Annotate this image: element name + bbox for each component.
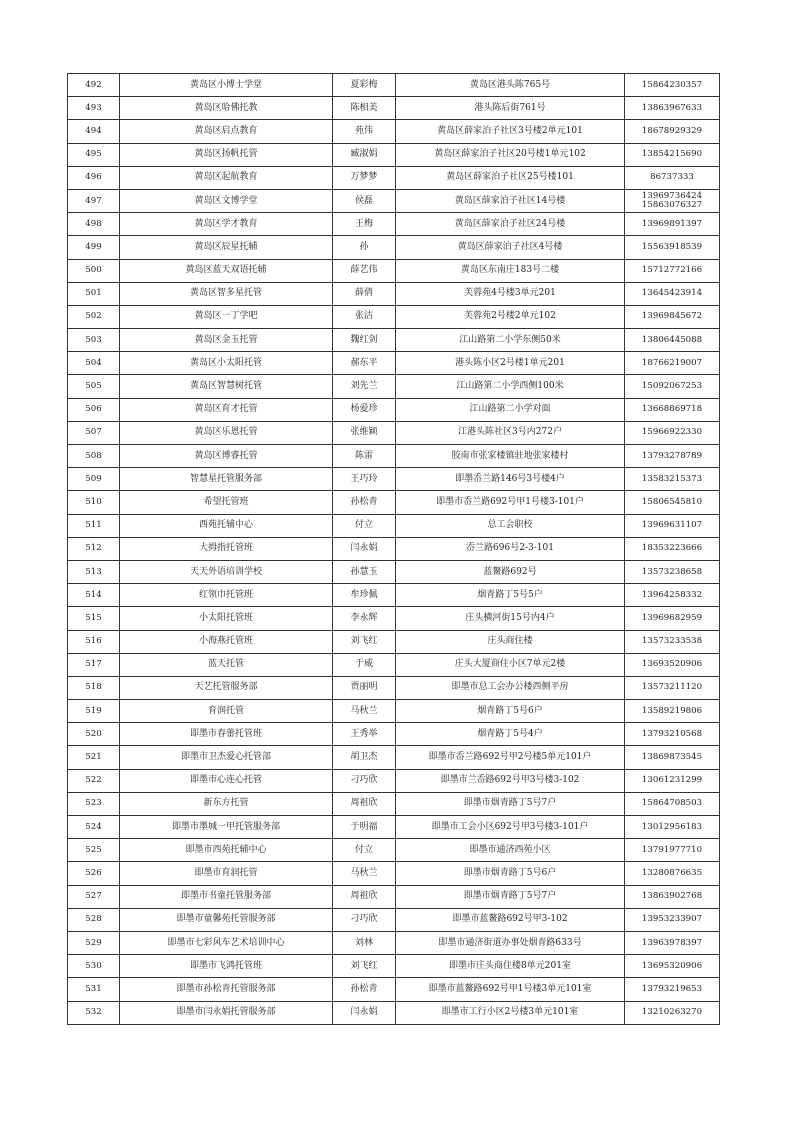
phone-number: 15863076327 bbox=[641, 200, 703, 211]
institution-name-cell: 即墨市墨城一甲托管服务部 bbox=[120, 816, 333, 839]
row-number-cell: 519 bbox=[68, 700, 120, 723]
phone-cell bbox=[625, 97, 720, 120]
phone-number: 18678929329 bbox=[641, 125, 703, 136]
contact-person-cell: 孙 bbox=[333, 236, 396, 259]
phone-number: 15563918539 bbox=[641, 241, 703, 252]
row-number-cell: 514 bbox=[68, 584, 120, 607]
phone-number: 15864230357 bbox=[641, 79, 703, 90]
institution-name-cell: 天天外语培训学校 bbox=[120, 560, 333, 583]
table-row bbox=[68, 398, 720, 421]
phone-number: 13280876635 bbox=[641, 867, 703, 878]
row-number-cell: 520 bbox=[68, 723, 120, 746]
institution-name-cell: 黄岛区小博士学堂 bbox=[120, 74, 333, 97]
contact-person-cell: 苑伟 bbox=[333, 120, 396, 143]
contact-person-cell: 魏红剑 bbox=[333, 329, 396, 352]
contact-person-cell: 周祖欣 bbox=[333, 792, 396, 815]
institution-name-cell: 即墨市七彩风车艺术培训中心 bbox=[120, 931, 333, 954]
phone-cell bbox=[625, 676, 720, 699]
phone-cell bbox=[625, 259, 720, 282]
contact-person-cell: 付立 bbox=[333, 514, 396, 537]
row-number-cell: 500 bbox=[68, 259, 120, 282]
phone-cell bbox=[625, 630, 720, 653]
phone-cell bbox=[625, 700, 720, 723]
table-row bbox=[68, 143, 720, 166]
phone-cell bbox=[625, 166, 720, 189]
address-cell: 即墨市通济街道办事处烟青路633号 bbox=[396, 931, 625, 954]
contact-person-cell: 马秋兰 bbox=[333, 700, 396, 723]
phone-cell bbox=[625, 120, 720, 143]
institution-name-cell: 黄岛区育才托管 bbox=[120, 398, 333, 421]
address-cell: 蓝鳌路692号 bbox=[396, 560, 625, 583]
table-row bbox=[68, 236, 720, 259]
table-row bbox=[68, 491, 720, 514]
table-row bbox=[68, 305, 720, 328]
phone-cell bbox=[625, 862, 720, 885]
table-row bbox=[68, 908, 720, 931]
phone-number: 18766219007 bbox=[641, 357, 703, 368]
address-cell: 即墨市烟青路丁5号7户 bbox=[396, 792, 625, 815]
phone-number: 86737333 bbox=[650, 172, 694, 183]
address-cell: 江山路第二小学西侧100米 bbox=[396, 375, 625, 398]
phone-number: 13573233538 bbox=[641, 636, 703, 647]
address-cell: 黄岛区港头陈765号 bbox=[396, 74, 625, 97]
table-row bbox=[68, 816, 720, 839]
contact-person-cell: 万梦梦 bbox=[333, 166, 396, 189]
row-number-cell: 496 bbox=[68, 166, 120, 189]
institution-name-cell: 大拇指托管班 bbox=[120, 537, 333, 560]
row-number-cell: 528 bbox=[68, 908, 120, 931]
table-row bbox=[68, 769, 720, 792]
phone-number: 13573238658 bbox=[641, 566, 703, 577]
institution-name-cell: 即墨市孙松青托管服务部 bbox=[120, 978, 333, 1001]
institution-name-cell: 即墨市心连心托管 bbox=[120, 769, 333, 792]
phone-number: 15806545810 bbox=[641, 496, 703, 507]
address-cell: 烟青路丁5号4户 bbox=[396, 723, 625, 746]
table-row bbox=[68, 259, 720, 282]
phone-number: 13806445088 bbox=[641, 334, 703, 345]
institution-name-cell: 黄岛区金玉托管 bbox=[120, 329, 333, 352]
table-row bbox=[68, 329, 720, 352]
contact-person-cell: 王秀举 bbox=[333, 723, 396, 746]
contact-person-cell: 周祖欣 bbox=[333, 885, 396, 908]
phone-number: 13969631107 bbox=[641, 520, 703, 531]
address-cell: 港头陈小区2号楼1单元201 bbox=[396, 352, 625, 375]
contact-person-cell: 夏彩梅 bbox=[333, 74, 396, 97]
phone-cell bbox=[625, 305, 720, 328]
phone-cell bbox=[625, 1001, 720, 1024]
phone-cell bbox=[625, 792, 720, 815]
contact-person-cell: 孙松青 bbox=[333, 978, 396, 1001]
phone-number: 13210263270 bbox=[641, 1007, 703, 1018]
contact-person-cell: 侯磊 bbox=[333, 189, 396, 212]
phone-cell bbox=[625, 537, 720, 560]
table-row bbox=[68, 421, 720, 444]
table-row bbox=[68, 584, 720, 607]
table-row bbox=[68, 607, 720, 630]
address-cell: 港头陈后街761号 bbox=[396, 97, 625, 120]
row-number-cell: 497 bbox=[68, 189, 120, 212]
institution-name-cell: 天艺托管服务部 bbox=[120, 676, 333, 699]
address-cell: 即墨市总工会办公楼西侧平房 bbox=[396, 676, 625, 699]
phone-cell bbox=[625, 931, 720, 954]
row-number-cell: 525 bbox=[68, 839, 120, 862]
address-cell: 江港头陈社区3号内272户 bbox=[396, 421, 625, 444]
contact-person-cell: 于威 bbox=[333, 653, 396, 676]
row-number-cell: 527 bbox=[68, 885, 120, 908]
contact-person-cell: 刘林 bbox=[333, 931, 396, 954]
institution-name-cell: 黄岛区文博学堂 bbox=[120, 189, 333, 212]
institution-name-cell: 即墨市童馨苑托管服务部 bbox=[120, 908, 333, 931]
address-cell: 岙兰路696号2-3-101 bbox=[396, 537, 625, 560]
row-number-cell: 523 bbox=[68, 792, 120, 815]
contact-person-cell: 郝东平 bbox=[333, 352, 396, 375]
row-number-cell: 506 bbox=[68, 398, 120, 421]
address-cell: 黄岛区薛家泊子社区4号楼 bbox=[396, 236, 625, 259]
row-number-cell: 532 bbox=[68, 1001, 120, 1024]
institution-name-cell: 智慧星托管服务部 bbox=[120, 468, 333, 491]
address-cell: 黄岛区薛家泊子社区24号楼 bbox=[396, 213, 625, 236]
row-number-cell: 503 bbox=[68, 329, 120, 352]
address-cell: 即墨市工会小区692号甲3号楼3-101户 bbox=[396, 816, 625, 839]
institution-name-cell: 小太阳托管班 bbox=[120, 607, 333, 630]
address-cell: 庄头横河街15号内4户 bbox=[396, 607, 625, 630]
contact-person-cell: 闫永娟 bbox=[333, 537, 396, 560]
institution-name-cell: 即墨市闫永娟托管服务部 bbox=[120, 1001, 333, 1024]
contact-person-cell: 李永辉 bbox=[333, 607, 396, 630]
institution-name-cell: 即墨市卫杰爱心托管部 bbox=[120, 746, 333, 769]
row-number-cell: 517 bbox=[68, 653, 120, 676]
table-row bbox=[68, 282, 720, 305]
row-number-cell: 530 bbox=[68, 955, 120, 978]
row-number-cell: 492 bbox=[68, 74, 120, 97]
phone-cell bbox=[625, 723, 720, 746]
phone-cell bbox=[625, 769, 720, 792]
contact-person-cell: 孙松青 bbox=[333, 491, 396, 514]
table-row bbox=[68, 120, 720, 143]
row-number-cell: 501 bbox=[68, 282, 120, 305]
contact-person-cell: 刁巧欣 bbox=[333, 908, 396, 931]
phone-number: 13869873545 bbox=[641, 752, 703, 763]
institution-name-cell: 黄岛区扬帆托管 bbox=[120, 143, 333, 166]
institution-name-cell: 黄岛区辰星托辅 bbox=[120, 236, 333, 259]
phone-cell bbox=[625, 282, 720, 305]
row-number-cell: 515 bbox=[68, 607, 120, 630]
row-number-cell: 521 bbox=[68, 746, 120, 769]
row-number-cell: 498 bbox=[68, 213, 120, 236]
institution-name-cell: 黄岛区乐恩托管 bbox=[120, 421, 333, 444]
contact-person-cell: 闫永娟 bbox=[333, 1001, 396, 1024]
row-number-cell: 505 bbox=[68, 375, 120, 398]
registry-table bbox=[67, 73, 720, 1025]
phone-number: 13791977710 bbox=[641, 844, 703, 855]
table-row bbox=[68, 560, 720, 583]
phone-cell bbox=[625, 607, 720, 630]
phone-number: 13589219806 bbox=[641, 705, 703, 716]
phone-cell bbox=[625, 421, 720, 444]
phone-number: 13969845672 bbox=[641, 311, 703, 322]
row-number-cell: 502 bbox=[68, 305, 120, 328]
institution-name-cell: 黄岛区一丁学吧 bbox=[120, 305, 333, 328]
contact-person-cell: 薛倩 bbox=[333, 282, 396, 305]
phone-number: 13953233907 bbox=[641, 914, 703, 925]
contact-person-cell: 张洁 bbox=[333, 305, 396, 328]
table-row bbox=[68, 862, 720, 885]
phone-number: 13964258332 bbox=[641, 589, 703, 600]
table-row bbox=[68, 746, 720, 769]
address-cell: 即墨市岙兰路692号甲2号楼5单元101户 bbox=[396, 746, 625, 769]
institution-name-cell: 红领巾托管班 bbox=[120, 584, 333, 607]
phone-cell bbox=[625, 908, 720, 931]
table-row bbox=[68, 97, 720, 120]
address-cell: 黄岛区薛家泊子社区3号楼2单元101 bbox=[396, 120, 625, 143]
address-cell: 即墨市通济西苑小区 bbox=[396, 839, 625, 862]
phone-number: 13863967633 bbox=[641, 102, 703, 113]
address-cell: 芙蓉苑2号楼2单元102 bbox=[396, 305, 625, 328]
table-row bbox=[68, 723, 720, 746]
row-number-cell: 526 bbox=[68, 862, 120, 885]
table-row bbox=[68, 630, 720, 653]
table-row bbox=[68, 352, 720, 375]
phone-cell bbox=[625, 955, 720, 978]
phone-number: 13668869718 bbox=[641, 404, 703, 415]
address-cell: 胶南市张家楼镇驻地张家楼村 bbox=[396, 445, 625, 468]
phone-number: 13061231299 bbox=[641, 775, 703, 786]
row-number-cell: 512 bbox=[68, 537, 120, 560]
phone-number: 13863902768 bbox=[641, 891, 703, 902]
address-cell: 黄岛区薛家泊子社区14号楼 bbox=[396, 189, 625, 212]
table-row bbox=[68, 537, 720, 560]
phone-cell bbox=[625, 816, 720, 839]
address-cell: 庄头商住楼 bbox=[396, 630, 625, 653]
phone-number: 13969891397 bbox=[641, 218, 703, 229]
phone-cell bbox=[625, 468, 720, 491]
phone-number: 13012956183 bbox=[641, 821, 703, 832]
contact-person-cell: 臧淑娟 bbox=[333, 143, 396, 166]
table-row bbox=[68, 676, 720, 699]
contact-person-cell: 胡卫杰 bbox=[333, 746, 396, 769]
contact-person-cell: 马秋兰 bbox=[333, 862, 396, 885]
institution-name-cell: 即墨市春蕾托管班 bbox=[120, 723, 333, 746]
institution-name-cell: 新东方托管 bbox=[120, 792, 333, 815]
row-number-cell: 511 bbox=[68, 514, 120, 537]
contact-person-cell: 于明福 bbox=[333, 816, 396, 839]
row-number-cell: 513 bbox=[68, 560, 120, 583]
row-number-cell: 518 bbox=[68, 676, 120, 699]
phone-cell bbox=[625, 213, 720, 236]
address-cell: 总工会职校 bbox=[396, 514, 625, 537]
contact-person-cell: 王巧玲 bbox=[333, 468, 396, 491]
phone-number: 13793210568 bbox=[641, 728, 703, 739]
institution-name-cell: 黄岛区蓝天双语托辅 bbox=[120, 259, 333, 282]
contact-person-cell: 王梅 bbox=[333, 213, 396, 236]
contact-person-cell: 陈相美 bbox=[333, 97, 396, 120]
address-cell: 即墨市蓝鳌路692号甲3-102 bbox=[396, 908, 625, 931]
phone-number: 13793278789 bbox=[641, 450, 703, 461]
institution-name-cell: 育润托管 bbox=[120, 700, 333, 723]
address-cell: 芙蓉苑4号楼3单元201 bbox=[396, 282, 625, 305]
table-row bbox=[68, 375, 720, 398]
row-number-cell: 516 bbox=[68, 630, 120, 653]
phone-cell bbox=[625, 839, 720, 862]
address-cell: 即墨市兰岙路692号甲3号楼3-102 bbox=[396, 769, 625, 792]
row-number-cell: 504 bbox=[68, 352, 120, 375]
institution-name-cell: 黄岛区小太阳托管 bbox=[120, 352, 333, 375]
phone-cell bbox=[625, 236, 720, 259]
table-row bbox=[68, 213, 720, 236]
table-row bbox=[68, 514, 720, 537]
row-number-cell: 531 bbox=[68, 978, 120, 1001]
address-cell: 即墨市烟青路丁5号6户 bbox=[396, 862, 625, 885]
table-row bbox=[68, 74, 720, 97]
phone-cell bbox=[625, 398, 720, 421]
institution-name-cell: 即墨市西苑托辅中心 bbox=[120, 839, 333, 862]
phone-cell bbox=[625, 375, 720, 398]
table-row bbox=[68, 189, 720, 212]
address-cell: 黄岛区东南庄183号二楼 bbox=[396, 259, 625, 282]
institution-name-cell: 黄岛区学才教育 bbox=[120, 213, 333, 236]
phone-number: 15966922330 bbox=[641, 427, 703, 438]
address-cell: 江山路第二小学对面 bbox=[396, 398, 625, 421]
phone-number: 13645423914 bbox=[641, 288, 703, 299]
row-number-cell: 522 bbox=[68, 769, 120, 792]
contact-person-cell: 牟珍佩 bbox=[333, 584, 396, 607]
phone-cell bbox=[625, 189, 720, 212]
phone-number: 18353223666 bbox=[641, 543, 703, 554]
phone-cell bbox=[625, 653, 720, 676]
address-cell: 即墨市烟青路丁5号7户 bbox=[396, 885, 625, 908]
table-body bbox=[68, 74, 720, 1025]
table-row bbox=[68, 700, 720, 723]
phone-number: 13969736424 bbox=[641, 190, 703, 201]
phone-cell bbox=[625, 445, 720, 468]
address-cell: 即墨市岙兰路692号甲1号楼3-101户 bbox=[396, 491, 625, 514]
phone-cell bbox=[625, 329, 720, 352]
row-number-cell: 524 bbox=[68, 816, 120, 839]
phone-cell bbox=[625, 514, 720, 537]
address-cell: 庄头大厦商住小区7单元2楼 bbox=[396, 653, 625, 676]
phone-cell bbox=[625, 491, 720, 514]
table-row bbox=[68, 166, 720, 189]
phone-number: 13793219653 bbox=[641, 983, 703, 994]
row-number-cell: 508 bbox=[68, 445, 120, 468]
table-row bbox=[68, 978, 720, 1001]
institution-name-cell: 西苑托辅中心 bbox=[120, 514, 333, 537]
institution-name-cell: 黄岛区哈佛托教 bbox=[120, 97, 333, 120]
phone-cell bbox=[625, 978, 720, 1001]
phone-number: 13854215690 bbox=[641, 149, 703, 160]
phone-number: 15864708503 bbox=[641, 798, 703, 809]
phone-cell bbox=[625, 560, 720, 583]
address-cell: 烟青路丁5号5户 bbox=[396, 584, 625, 607]
table-row bbox=[68, 839, 720, 862]
phone-number: 13693520906 bbox=[641, 659, 703, 670]
institution-name-cell: 即墨市书童托管服务部 bbox=[120, 885, 333, 908]
institution-name-cell: 小海燕托管班 bbox=[120, 630, 333, 653]
phone-number: 13963978397 bbox=[641, 937, 703, 948]
phone-number: 15092067253 bbox=[641, 381, 703, 392]
address-cell: 即墨岙兰路146号3号楼4户 bbox=[396, 468, 625, 491]
address-cell: 黄岛区薛家泊子社区25号楼101 bbox=[396, 166, 625, 189]
contact-person-cell: 杨爱珍 bbox=[333, 398, 396, 421]
table-row bbox=[68, 885, 720, 908]
contact-person-cell: 贾丽明 bbox=[333, 676, 396, 699]
row-number-cell: 495 bbox=[68, 143, 120, 166]
phone-number: 15712772166 bbox=[641, 265, 703, 276]
phone-number: 13583215373 bbox=[641, 473, 703, 484]
institution-name-cell: 希望托管班 bbox=[120, 491, 333, 514]
contact-person-cell: 刘飞红 bbox=[333, 955, 396, 978]
institution-name-cell: 黄岛区博睿托管 bbox=[120, 445, 333, 468]
table-row bbox=[68, 468, 720, 491]
phone-cell bbox=[625, 352, 720, 375]
institution-name-cell: 蓝天托管 bbox=[120, 653, 333, 676]
contact-person-cell: 陈雷 bbox=[333, 445, 396, 468]
table-row bbox=[68, 445, 720, 468]
contact-person-cell: 薛艺伟 bbox=[333, 259, 396, 282]
contact-person-cell: 刘飞红 bbox=[333, 630, 396, 653]
phone-number: 13695320906 bbox=[641, 960, 703, 971]
row-number-cell: 529 bbox=[68, 931, 120, 954]
row-number-cell: 499 bbox=[68, 236, 120, 259]
institution-name-cell: 黄岛区智多星托管 bbox=[120, 282, 333, 305]
address-cell: 即墨市庄头商住楼8单元201室 bbox=[396, 955, 625, 978]
table-row bbox=[68, 792, 720, 815]
contact-person-cell: 付立 bbox=[333, 839, 396, 862]
address-cell: 黄岛区薛家泊子社区20号楼1单元102 bbox=[396, 143, 625, 166]
address-cell: 即墨市蓝鳌路692号甲1号楼3单元101室 bbox=[396, 978, 625, 1001]
address-cell: 江山路第二小学东侧50米 bbox=[396, 329, 625, 352]
institution-name-cell: 黄岛区智慧树托管 bbox=[120, 375, 333, 398]
row-number-cell: 493 bbox=[68, 97, 120, 120]
row-number-cell: 507 bbox=[68, 421, 120, 444]
phone-number: 13573211120 bbox=[641, 682, 703, 693]
phone-cell bbox=[625, 143, 720, 166]
table-row bbox=[68, 955, 720, 978]
address-cell: 即墨市工行小区2号楼3单元101室 bbox=[396, 1001, 625, 1024]
address-cell: 烟青路丁5号6户 bbox=[396, 700, 625, 723]
row-number-cell: 509 bbox=[68, 468, 120, 491]
table-row bbox=[68, 653, 720, 676]
phone-cell bbox=[625, 584, 720, 607]
phone-cell bbox=[625, 885, 720, 908]
row-number-cell: 494 bbox=[68, 120, 120, 143]
table-row bbox=[68, 1001, 720, 1024]
table-row bbox=[68, 931, 720, 954]
institution-name-cell: 黄岛区起航教育 bbox=[120, 166, 333, 189]
contact-person-cell: 刘先兰 bbox=[333, 375, 396, 398]
institution-name-cell: 即墨市飞鸿托管班 bbox=[120, 955, 333, 978]
phone-cell bbox=[625, 74, 720, 97]
row-number-cell: 510 bbox=[68, 491, 120, 514]
institution-name-cell: 即墨市育润托管 bbox=[120, 862, 333, 885]
contact-person-cell: 刁巧欣 bbox=[333, 769, 396, 792]
phone-cell bbox=[625, 746, 720, 769]
contact-person-cell: 张维颖 bbox=[333, 421, 396, 444]
institution-name-cell: 黄岛区启点教育 bbox=[120, 120, 333, 143]
contact-person-cell: 孙慧玉 bbox=[333, 560, 396, 583]
phone-number: 13969682959 bbox=[641, 612, 703, 623]
